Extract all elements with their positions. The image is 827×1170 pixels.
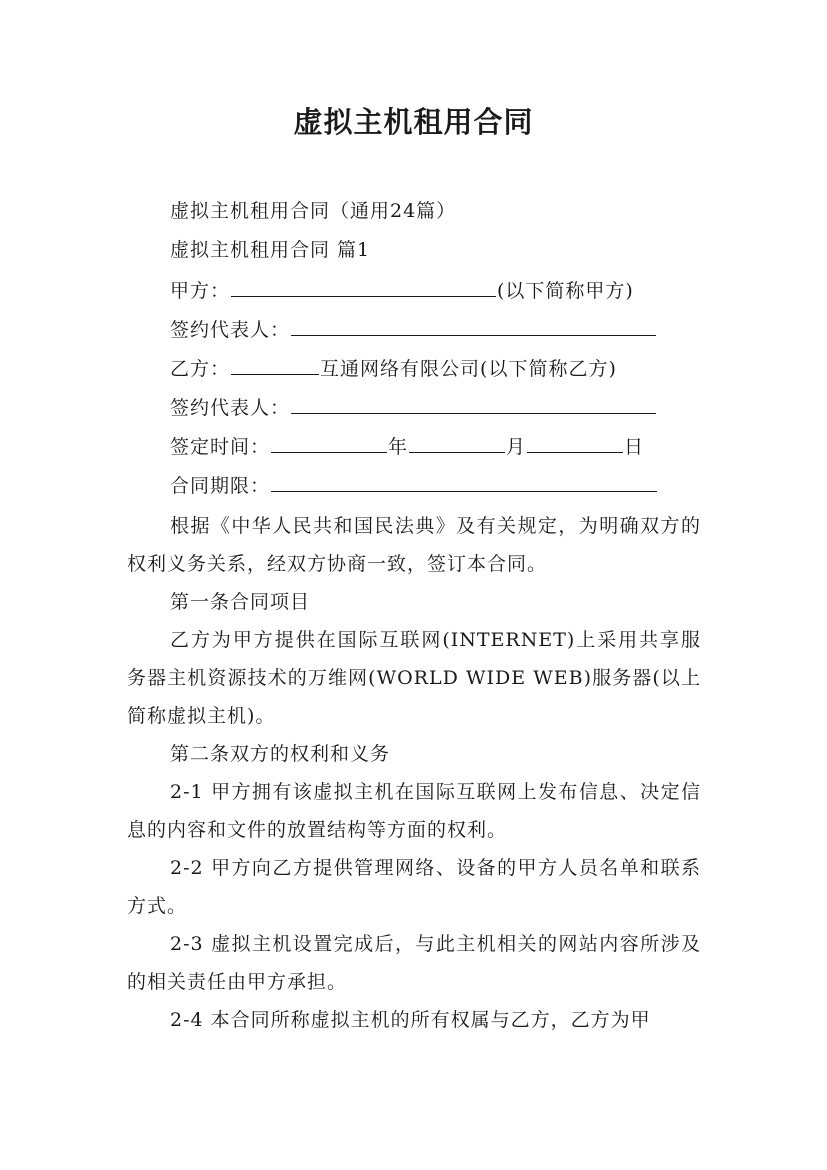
- party-a-rep-line: [170, 313, 657, 345]
- article-1-heading: 第一条合同项目: [170, 591, 311, 613]
- party-b-rep-blank[interactable]: [291, 391, 656, 414]
- month-label: 月: [506, 436, 527, 458]
- document-subtitle: 虚拟主机租用合同（通用24篇）: [170, 200, 457, 222]
- year-blank[interactable]: [271, 430, 387, 453]
- year-label: 年: [388, 436, 409, 458]
- sign-time-label: 签定时间：: [170, 436, 271, 458]
- party-a-suffix: (以下简称甲方): [497, 280, 634, 302]
- term-line: [170, 469, 658, 501]
- party-b-rep-line: [170, 391, 657, 423]
- clause-2-3: 2-3 虚拟主机设置完成后，与此主机相关的网站内容所涉及的相关责任由甲方承担。: [127, 933, 701, 993]
- party-b-blank[interactable]: [231, 352, 319, 375]
- day-label: 日: [624, 436, 645, 458]
- paragraph-basis: 根据《中华人民共和国民法典》及有关规定，为明确双方的权利义务关系，经双方协商一致，签订本合同。: [127, 515, 701, 575]
- article-1-body: 乙方为甲方提供在国际互联网(INTERNET)上采用共享服务器主机资源技术的万维网(WORLD WIDE WEB)服务器(以上简称虚拟主机)。: [127, 629, 701, 727]
- party-b-line: [170, 352, 617, 384]
- party-b-rep-label: 签约代表人：: [170, 397, 291, 419]
- party-a-rep-label: 签约代表人：: [170, 319, 291, 341]
- clause-2-1: 2-1 甲方拥有该虚拟主机在国际互联网上发布信息、决定信息的内容和文件的放置结构等方面的权利。: [127, 781, 701, 841]
- article-2-heading: 第二条双方的权利和义务: [170, 743, 391, 765]
- day-blank[interactable]: [527, 430, 623, 453]
- party-a-line: [170, 274, 634, 306]
- term-label: 合同期限：: [170, 475, 271, 497]
- party-b-suffix: (以下简称乙方): [480, 358, 617, 380]
- party-a-rep-blank[interactable]: [291, 313, 656, 336]
- party-a-label: 甲方：: [170, 280, 231, 302]
- document-title: 虚拟主机租用合同: [293, 105, 534, 139]
- party-a-blank[interactable]: [231, 274, 496, 297]
- term-blank[interactable]: [271, 469, 657, 492]
- party-b-label: 乙方：: [170, 358, 231, 380]
- sign-time-line: [170, 430, 644, 462]
- clause-2-4: 2-4 本合同所称虚拟主机的所有权属与乙方，乙方为甲: [170, 1009, 651, 1031]
- clause-2-2: 2-2 甲方向乙方提供管理网络、设备的甲方人员名单和联系方式。: [127, 857, 701, 917]
- party-b-name: 互通网络有限公司: [320, 358, 481, 380]
- section-heading: 虚拟主机租用合同 篇1: [170, 239, 371, 261]
- month-blank[interactable]: [409, 430, 505, 453]
